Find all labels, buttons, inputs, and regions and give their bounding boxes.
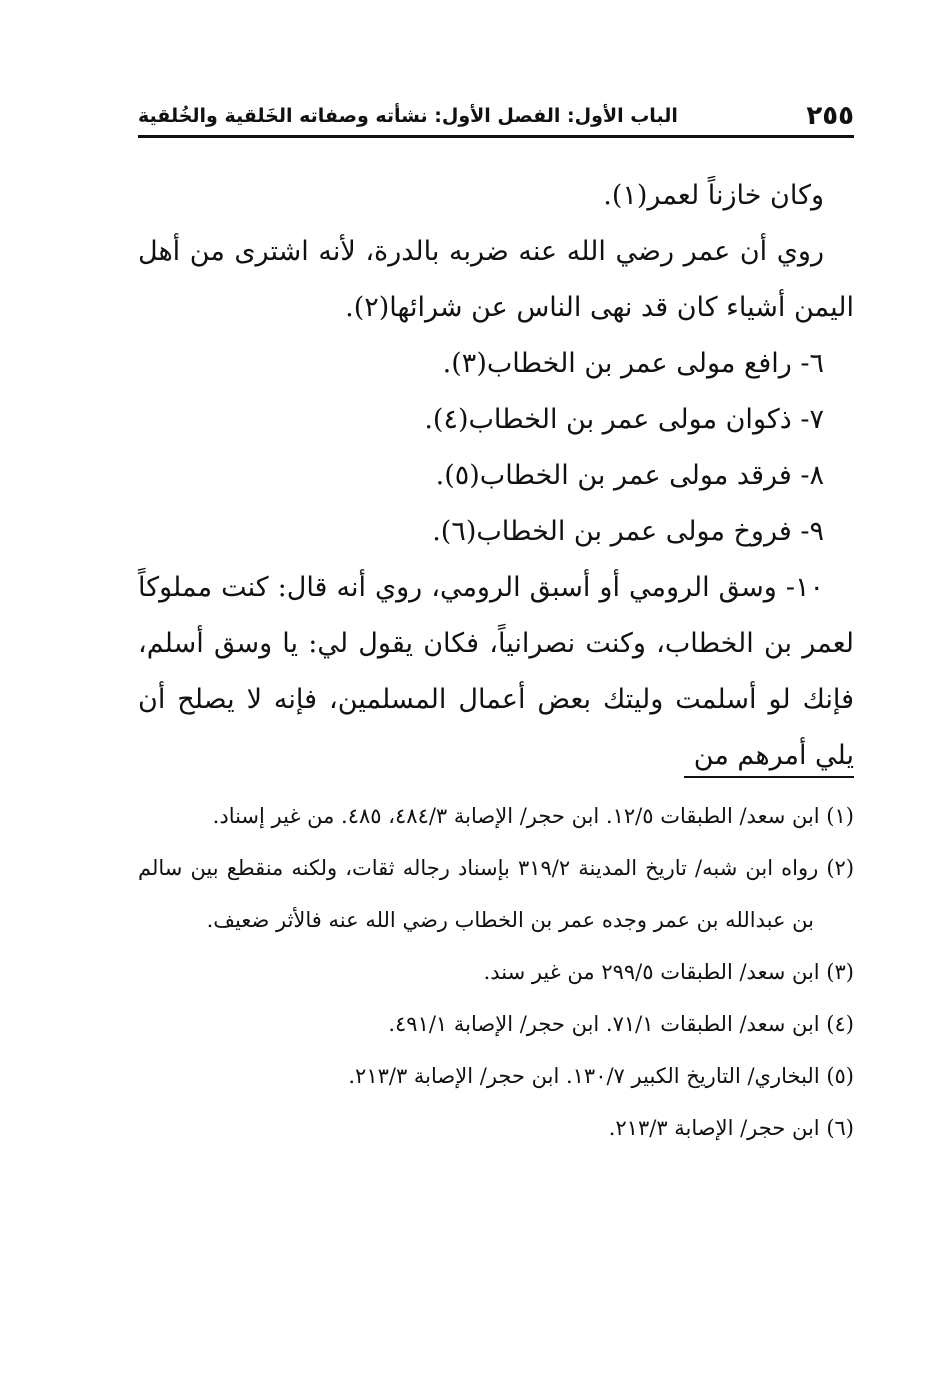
header-rule — [138, 135, 854, 138]
paragraph: روي أن عمر رضي الله عنه ضربه بالدرة، لأنه اشترى من أهل اليمن أشياء كان قد نهى الناس عن شرائها(٢). — [138, 236, 854, 323]
paragraph: ١٠- وسق الرومي أو أسبق الرومي، روي أنه قال: كنت مملوكاً لعمر بن الخطاب، وكنت نصرانياً، فكان يقول لي: يا وسق أسلم، فإنك لو أسلمت وليتك بعض أعمال المسلمين، فإنه لا يصلح أن يلي أمرهم من — [138, 572, 854, 771]
footnote: (٤) ابن سعد/ الطبقات ٧١/١. ابن حجر/ الإصابة ٤٩١/١. — [388, 1012, 854, 1036]
footnote: (٢) رواه ابن شبه/ تاريخ المدينة ٣١٩/٢ بإسناد رجاله ثقات، ولكنه منقطع بين سالم بن عبدالله بن عمر وجده عمر بن الخطاب رضي الله عنه فالأثر ضعيف. — [138, 856, 855, 932]
list-item: ٦- رافع مولى عمر بن الخطاب(٣). — [442, 348, 824, 379]
main-text — [138, 168, 854, 784]
list-item: ٧- ذكوان مولى عمر بن الخطاب(٤). — [424, 404, 824, 435]
list-item: ٨- فرقد مولى عمر بن الخطاب(٥). — [435, 460, 824, 491]
footnote: (٥) البخاري/ التاريخ الكبير ١٣٠/٧. ابن حجر/ الإصابة ٢١٣/٣. — [348, 1064, 854, 1088]
footnote-separator — [684, 776, 854, 778]
paragraph: وكان خازناً لعمر(١). — [603, 180, 824, 211]
footnote: (١) ابن سعد/ الطبقات ١٢/٥. ابن حجر/ الإصابة ٤٨٤/٣، ٤٨٥. من غير إسناد. — [212, 804, 854, 828]
footnote: (٣) ابن سعد/ الطبقات ٢٩٩/٥ من غير سند. — [483, 960, 854, 984]
page-number: ٢٥٥ — [806, 101, 854, 131]
footnotes — [138, 790, 854, 1154]
list-item: ٩- فروخ مولى عمر بن الخطاب(٦). — [432, 516, 824, 547]
page-header — [138, 98, 854, 134]
footnote: (٦) ابن حجر/ الإصابة ٢١٣/٣. — [608, 1116, 854, 1140]
running-title: الباب الأول: الفصل الأول: نشأته وصفاته الخَلقية والخُلقية — [138, 105, 678, 127]
